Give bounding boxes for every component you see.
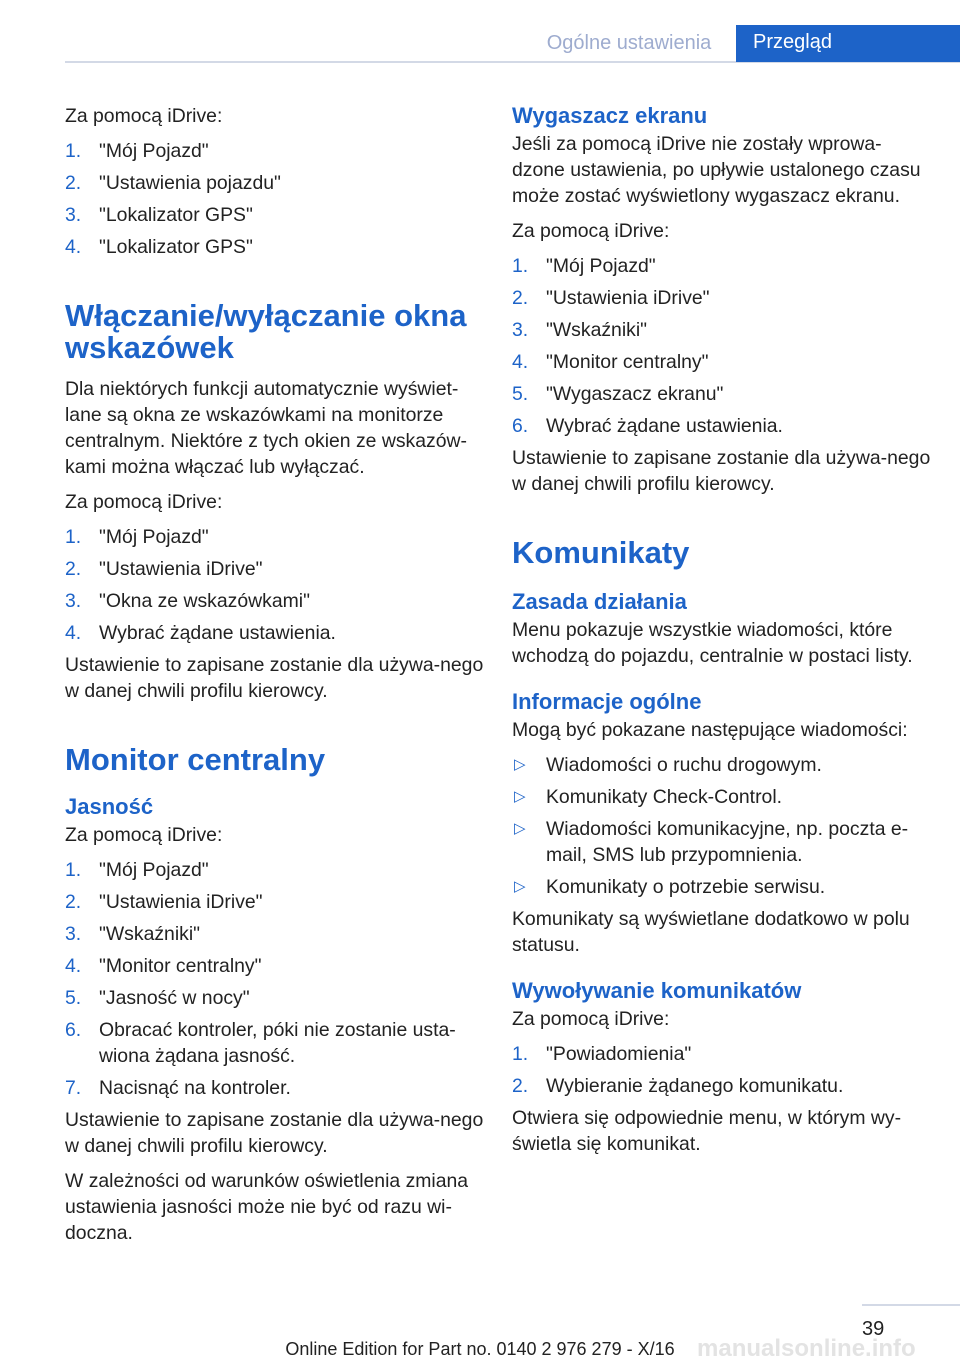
list-item-number: 2. xyxy=(512,1075,529,1097)
list-item-number: 1. xyxy=(65,859,82,881)
list-item xyxy=(65,202,485,228)
list-item-text: "Mój Pojazd" xyxy=(99,859,209,881)
list-item-number: 4. xyxy=(65,622,82,644)
principle-text: Menu pokazuje wszystkie wiadomości, które wchodzą do pojazdu, centralnie w postaci listy. xyxy=(512,619,913,667)
footer-edition: Online Edition for Part no. 0140 2 976 279 - X/16 xyxy=(285,1339,675,1359)
list-item xyxy=(65,889,485,915)
list-item-number: 5. xyxy=(512,383,529,405)
list-item-number: 2. xyxy=(65,891,82,913)
list-item-number: 3. xyxy=(512,319,529,341)
triangle-bullet-icon: ▷ xyxy=(514,788,526,805)
heading-central-monitor: Monitor centralny xyxy=(65,742,326,777)
list-item-text: Wiadomości o ruchu drogowym. xyxy=(546,754,822,776)
list-item xyxy=(512,752,932,778)
list-item-text: "Monitor centralny" xyxy=(546,351,709,373)
list-item-text: Wybieranie żądanego komunikatu. xyxy=(546,1075,844,1097)
list-item-number: 6. xyxy=(65,1019,82,1041)
saved-note: Ustawienie to zapisane zostanie dla używa-nego w danej chwili profilu kierowcy. xyxy=(512,447,931,495)
list-item-text: "Ustawienia iDrive" xyxy=(99,891,263,913)
list-item-number: 1. xyxy=(65,526,82,548)
heading-call-messages: Wywoływanie komunikatów xyxy=(512,978,802,1003)
list-item-number: 7. xyxy=(65,1077,82,1099)
gps-steps-list xyxy=(65,138,485,260)
intro-text: Za pomocą iDrive: xyxy=(65,105,223,127)
list-item-text: "Wskaźniki" xyxy=(546,319,648,341)
list-item-text: "Lokalizator GPS" xyxy=(99,204,253,226)
list-item xyxy=(65,588,485,614)
list-item xyxy=(65,138,485,164)
message-types-list xyxy=(512,752,932,900)
list-item-number: 5. xyxy=(65,987,82,1009)
heading-principle: Zasada działania xyxy=(512,589,687,614)
list-item-number: 1. xyxy=(512,1043,529,1065)
list-item xyxy=(512,317,932,343)
list-item xyxy=(65,170,485,196)
list-item xyxy=(65,524,485,550)
list-item-text: Obracać kontroler, póki nie zostanie usta-wiona żądana jasność. xyxy=(99,1019,456,1067)
list-item-text: "Powiadomienia" xyxy=(546,1043,692,1065)
list-item-text: "Mój Pojazd" xyxy=(99,140,209,162)
triangle-bullet-icon: ▷ xyxy=(514,756,526,773)
list-item-text: Komunikaty o potrzebie serwisu. xyxy=(546,876,826,898)
triangle-bullet-icon: ▷ xyxy=(514,820,526,837)
lighting-note: W zależności od warunków oświetlenia zmiana ustawienia jasności może nie być od razu wi-doczna. xyxy=(65,1170,469,1244)
list-item-number: 2. xyxy=(512,287,529,309)
heading-hint-windows: Włączanie/wyłączanie okna wskazówek xyxy=(65,298,467,365)
list-item xyxy=(512,1073,932,1099)
list-item-text: "Lokalizator GPS" xyxy=(99,236,253,258)
list-item-number: 4. xyxy=(65,236,82,258)
heading-screensaver: Wygaszacz ekranu xyxy=(512,103,708,128)
list-item xyxy=(512,349,932,375)
list-item-number: 3. xyxy=(65,204,82,226)
list-item-number: 6. xyxy=(512,415,529,437)
intro-text: Za pomocą iDrive: xyxy=(512,220,670,242)
general-info-text: Mogą być pokazane następujące wiadomości: xyxy=(512,719,908,741)
list-item-text: Wiadomości komunikacyjne, np. poczta e-mail, SMS lub przypomnienia. xyxy=(546,818,909,866)
list-item-text: "Monitor centralny" xyxy=(99,955,262,977)
list-item xyxy=(65,234,485,260)
opens-menu-note: Otwiera się odpowiednie menu, w którym wy-świetla się komunikat. xyxy=(512,1107,902,1155)
list-item-text: "Mój Pojazd" xyxy=(546,255,656,277)
list-item-number: 2. xyxy=(65,172,82,194)
list-item xyxy=(512,874,932,900)
list-item xyxy=(65,556,485,582)
list-item-text: Komunikaty Check-Control. xyxy=(546,786,783,808)
list-item xyxy=(512,784,932,810)
list-item xyxy=(65,1017,485,1069)
intro-text: Za pomocą iDrive: xyxy=(512,1008,670,1030)
list-item xyxy=(65,985,485,1011)
list-item xyxy=(512,285,932,311)
list-item-text: "Ustawienia iDrive" xyxy=(546,287,710,309)
list-item-number: 3. xyxy=(65,590,82,612)
header-section-title: Ogólne ustawienia xyxy=(546,32,712,54)
footer-rule xyxy=(862,1304,960,1306)
list-item-number: 4. xyxy=(65,955,82,977)
list-item-text: "Mój Pojazd" xyxy=(99,526,209,548)
hint-windows-text: Dla niektórych funkcji automatycznie wyświet-lane są okna ze wskazówkami na monitorze centralnym. Niektóre z tych okien ze wskazów-kami można włączać lub wyłączać. xyxy=(65,378,467,478)
screensaver-text: Jeśli za pomocą iDrive nie zostały wprowa-dzone ustawienia, po upływie ustalonego czasu może zostać wyświetlony wygaszacz ekranu. xyxy=(512,133,921,207)
saved-note: Ustawienie to zapisane zostanie dla używa-nego w danej chwili profilu kierowcy. xyxy=(65,1109,484,1157)
intro-text: Za pomocą iDrive: xyxy=(65,491,223,513)
call-steps-list xyxy=(512,1041,932,1099)
list-item-text: Wybrać żądane ustawienia. xyxy=(546,415,783,437)
heading-brightness: Jasność xyxy=(65,794,154,819)
list-item xyxy=(512,381,932,407)
list-item xyxy=(65,953,485,979)
list-item xyxy=(65,857,485,883)
list-item-number: 3. xyxy=(65,923,82,945)
brightness-steps-list xyxy=(65,857,485,1101)
page-number: 39 xyxy=(862,1318,885,1340)
list-item-number: 2. xyxy=(65,558,82,580)
saved-note: Ustawienie to zapisane zostanie dla używa-nego w danej chwili profilu kierowcy. xyxy=(65,654,484,702)
list-item-text: "Wskaźniki" xyxy=(99,923,201,945)
list-item xyxy=(65,620,485,646)
list-item-text: "Ustawienia iDrive" xyxy=(99,558,263,580)
list-item xyxy=(65,921,485,947)
header-tab: Przegląd xyxy=(736,25,960,62)
right-column xyxy=(512,103,932,1166)
list-item-text: "Jasność w nocy" xyxy=(99,987,250,1009)
screensaver-steps-list xyxy=(512,253,932,439)
heading-general-info: Informacje ogólne xyxy=(512,689,702,714)
list-item-text: "Okna ze wskazówkami" xyxy=(99,590,310,612)
triangle-bullet-icon: ▷ xyxy=(514,878,526,895)
left-column xyxy=(65,103,485,1255)
list-item-number: 1. xyxy=(512,255,529,277)
status-field-note: Komunikaty są wyświetlane dodatkowo w polu statusu. xyxy=(512,908,910,956)
hint-steps-list xyxy=(65,524,485,646)
list-item xyxy=(512,816,932,868)
list-item xyxy=(512,413,932,439)
list-item xyxy=(512,253,932,279)
list-item-number: 4. xyxy=(512,351,529,373)
watermark: manualsonline.info xyxy=(697,1335,916,1362)
list-item xyxy=(512,1041,932,1067)
list-item-text: Nacisnąć na kontroler. xyxy=(99,1077,291,1099)
list-item xyxy=(65,1075,485,1101)
intro-text: Za pomocą iDrive: xyxy=(65,824,223,846)
heading-messages: Komunikaty xyxy=(512,535,690,570)
list-item-text: Wybrać żądane ustawienia. xyxy=(99,622,336,644)
list-item-number: 1. xyxy=(65,140,82,162)
list-item-text: "Ustawienia pojazdu" xyxy=(99,172,281,194)
list-item-text: "Wygaszacz ekranu" xyxy=(546,383,724,405)
